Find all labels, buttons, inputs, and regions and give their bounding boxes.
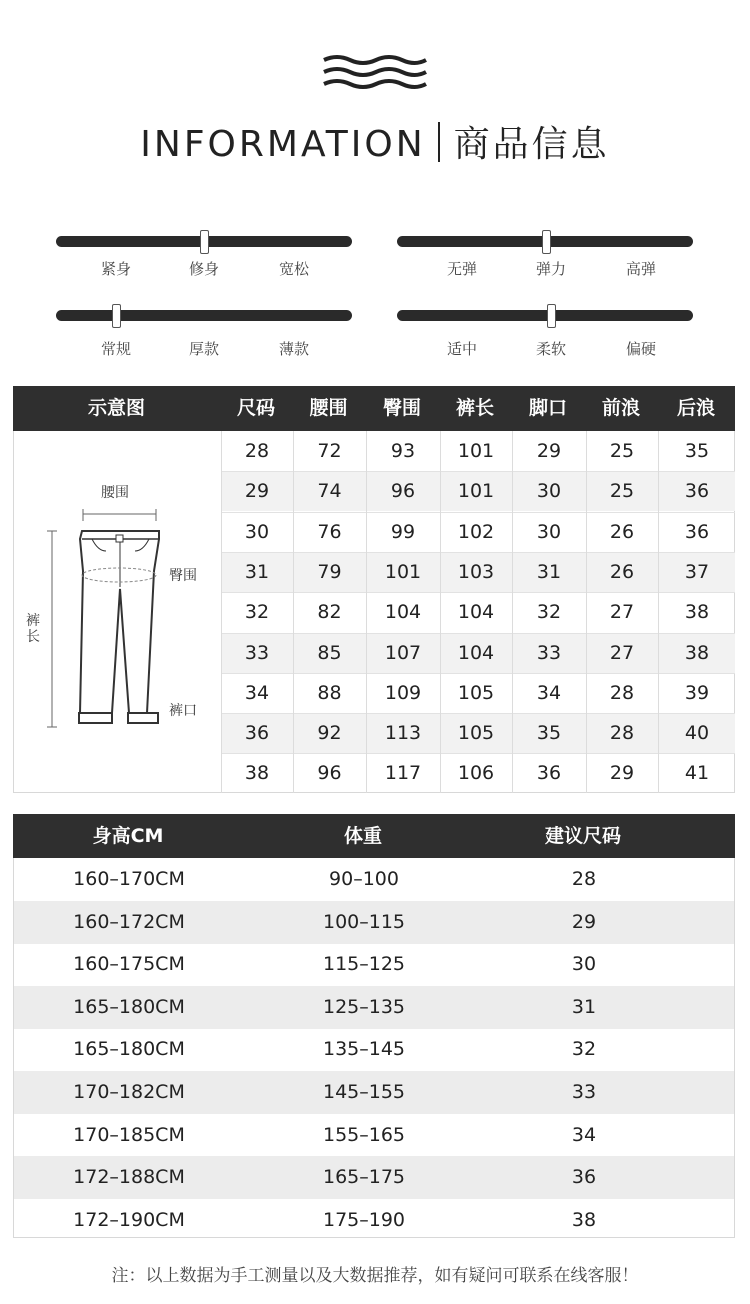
table-cell: 35 (684, 440, 710, 462)
table-cell: 100–115 (322, 910, 406, 933)
thickness-slider (56, 304, 352, 364)
table-cell: 105 (457, 681, 495, 704)
fit-slider (56, 230, 352, 290)
table-cell: 25 (609, 480, 635, 503)
table-cell: 96 (317, 762, 342, 785)
table-cell: 33 (244, 641, 270, 664)
table-cell: 30 (244, 520, 270, 543)
slider-track (56, 310, 352, 321)
slider-label: 柔软 (535, 340, 566, 358)
table-cell: 36 (571, 1166, 597, 1189)
table-row (14, 901, 734, 944)
header-cell: 建议尺码 (544, 825, 621, 847)
waist-label: 腰围 (101, 485, 129, 501)
table-cell: 31 (244, 560, 270, 583)
table-row (14, 1028, 734, 1071)
table-cell: 35 (536, 722, 562, 745)
slider-label: 弹力 (535, 260, 566, 278)
table-cell: 28 (609, 681, 635, 704)
table-cell: 30 (536, 480, 562, 503)
header-cell: 后浪 (676, 397, 715, 419)
header-cell: 臀围 (382, 397, 421, 419)
header-cell: 裤长 (455, 397, 494, 419)
header-cell: 身高CM (92, 825, 164, 847)
title-cn: 商品信息 (453, 124, 610, 165)
table-cell: 32 (536, 601, 562, 624)
table-row (14, 1071, 734, 1114)
header-cell: 脚口 (528, 397, 567, 419)
table-cell: 101 (457, 480, 495, 503)
table-cell: 79 (317, 560, 342, 583)
table-cell: 27 (609, 601, 635, 624)
table-cell: 32 (571, 1038, 597, 1061)
size-table-header (13, 386, 735, 431)
table-cell: 90–100 (329, 868, 399, 890)
table-cell: 37 (684, 560, 710, 583)
table-cell: 29 (244, 480, 270, 503)
table-cell: 117 (384, 762, 422, 785)
page-title (0, 116, 750, 167)
trousers-diagram (14, 431, 221, 793)
table-cell: 31 (571, 995, 597, 1018)
table-cell: 39 (684, 681, 710, 704)
header-cell: 尺码 (236, 397, 275, 419)
table-cell: 29 (609, 762, 635, 785)
slider-label: 高弹 (625, 260, 656, 278)
table-cell: 160–172CM (73, 910, 185, 933)
stretch-slider (397, 230, 693, 290)
table-cell: 29 (571, 910, 597, 933)
table-cell: 165–175 (322, 1166, 406, 1189)
table-cell: 34 (244, 681, 270, 704)
table-cell: 170–185CM (73, 1123, 185, 1146)
slider-knob (547, 304, 556, 328)
slider-label: 常规 (100, 340, 131, 358)
table-cell: 82 (317, 601, 342, 624)
table-cell: 107 (384, 641, 422, 664)
table-row (14, 1199, 734, 1242)
table-cell: 104 (384, 601, 422, 624)
table-cell: 74 (317, 480, 342, 503)
slider-label: 适中 (446, 340, 477, 358)
table-cell: 170–182CM (73, 1081, 185, 1103)
table-cell: 41 (684, 762, 710, 785)
table-cell: 26 (609, 560, 635, 583)
slider-label: 厚款 (188, 340, 219, 358)
table-cell: 33 (536, 641, 562, 664)
table-cell: 88 (317, 681, 342, 704)
table-cell: 34 (536, 681, 562, 704)
table-cell: 33 (571, 1081, 597, 1103)
table-cell: 36 (684, 480, 710, 503)
slider-label: 宽松 (278, 260, 309, 278)
table-cell: 165–180CM (73, 1038, 185, 1061)
slider-label: 无弹 (446, 260, 477, 278)
recommend-table-header (13, 814, 735, 858)
table-cell: 160–175CM (73, 953, 185, 976)
column-divider (512, 431, 513, 793)
table-cell: 28 (244, 440, 270, 462)
table-cell: 36 (244, 722, 270, 745)
table-cell: 30 (571, 953, 597, 976)
table-cell: 34 (571, 1123, 597, 1146)
table-cell: 38 (244, 762, 270, 785)
table-cell: 109 (384, 681, 422, 704)
table-cell: 28 (571, 868, 597, 890)
header-cell: 腰围 (309, 397, 348, 419)
table-cell: 85 (317, 641, 342, 664)
slider-knob (200, 230, 209, 254)
column-divider (658, 431, 659, 793)
slider-track (397, 310, 693, 321)
header-cell: 前浪 (601, 397, 640, 419)
table-cell: 113 (384, 722, 422, 745)
table-cell: 38 (684, 641, 710, 664)
header-cell: 体重 (343, 825, 382, 847)
table-cell: 72 (317, 440, 342, 462)
table-cell: 32 (244, 601, 270, 624)
table-cell: 36 (536, 762, 562, 785)
slider-label: 偏硬 (625, 340, 656, 358)
table-cell: 76 (317, 520, 342, 543)
table-cell: 29 (536, 440, 562, 462)
footer-note: 注：以上数据为手工测量以及大数据推荐，如有疑问可联系在线客服！ (111, 1266, 639, 1286)
hem-label: 裤口 (169, 703, 197, 719)
table-cell: 172–188CM (73, 1166, 185, 1189)
table-cell: 92 (317, 722, 342, 745)
wave-icon (322, 54, 428, 90)
table-row (14, 943, 734, 986)
table-row (14, 858, 734, 901)
table-cell: 96 (390, 480, 416, 503)
table-cell: 25 (609, 440, 635, 462)
table-cell: 106 (457, 762, 495, 785)
table-cell: 28 (609, 722, 635, 745)
size-table (13, 386, 735, 793)
table-cell: 101 (384, 560, 422, 583)
softness-slider (397, 304, 693, 364)
table-row (14, 986, 734, 1029)
table-cell: 102 (457, 520, 495, 543)
table-cell: 99 (390, 520, 416, 543)
table-cell: 165–180CM (73, 995, 185, 1018)
table-cell: 31 (536, 560, 562, 583)
column-divider (586, 431, 587, 793)
header-cell: 示意图 (87, 397, 145, 419)
slider-label: 修身 (188, 260, 219, 278)
table-cell: 93 (390, 440, 416, 462)
length-label: 裤长 (26, 613, 40, 645)
table-cell: 27 (609, 641, 635, 664)
column-divider (440, 431, 441, 793)
slider-knob (112, 304, 121, 328)
column-divider (366, 431, 367, 793)
table-cell: 155–165 (322, 1123, 406, 1146)
table-cell: 36 (684, 520, 710, 543)
table-cell: 104 (457, 601, 495, 624)
table-row (14, 1114, 734, 1157)
title-divider (438, 122, 440, 162)
table-cell: 38 (571, 1208, 597, 1231)
table-row (14, 1156, 734, 1199)
table-cell: 105 (457, 722, 495, 745)
hip-label: 臀围 (169, 568, 197, 584)
slider-knob (542, 230, 551, 254)
title-en: INFORMATION (140, 124, 426, 165)
recommend-table (13, 814, 735, 1238)
table-cell: 40 (684, 722, 710, 745)
table-cell: 115–125 (322, 953, 406, 976)
table-cell: 26 (609, 520, 635, 543)
table-cell: 30 (536, 520, 562, 543)
table-cell: 103 (457, 560, 495, 583)
table-cell: 125–135 (322, 995, 406, 1018)
slider-label: 薄款 (278, 340, 309, 358)
column-divider (293, 431, 294, 793)
table-cell: 101 (457, 440, 495, 462)
table-cell: 145–155 (322, 1081, 406, 1103)
table-cell: 175–190 (322, 1208, 406, 1231)
table-cell: 160–170CM (73, 868, 185, 890)
table-cell: 172–190CM (73, 1208, 185, 1231)
column-divider (221, 431, 222, 793)
slider-label: 紧身 (100, 260, 131, 278)
table-cell: 38 (684, 601, 710, 624)
table-cell: 135–145 (322, 1038, 406, 1061)
table-cell: 104 (457, 641, 495, 664)
